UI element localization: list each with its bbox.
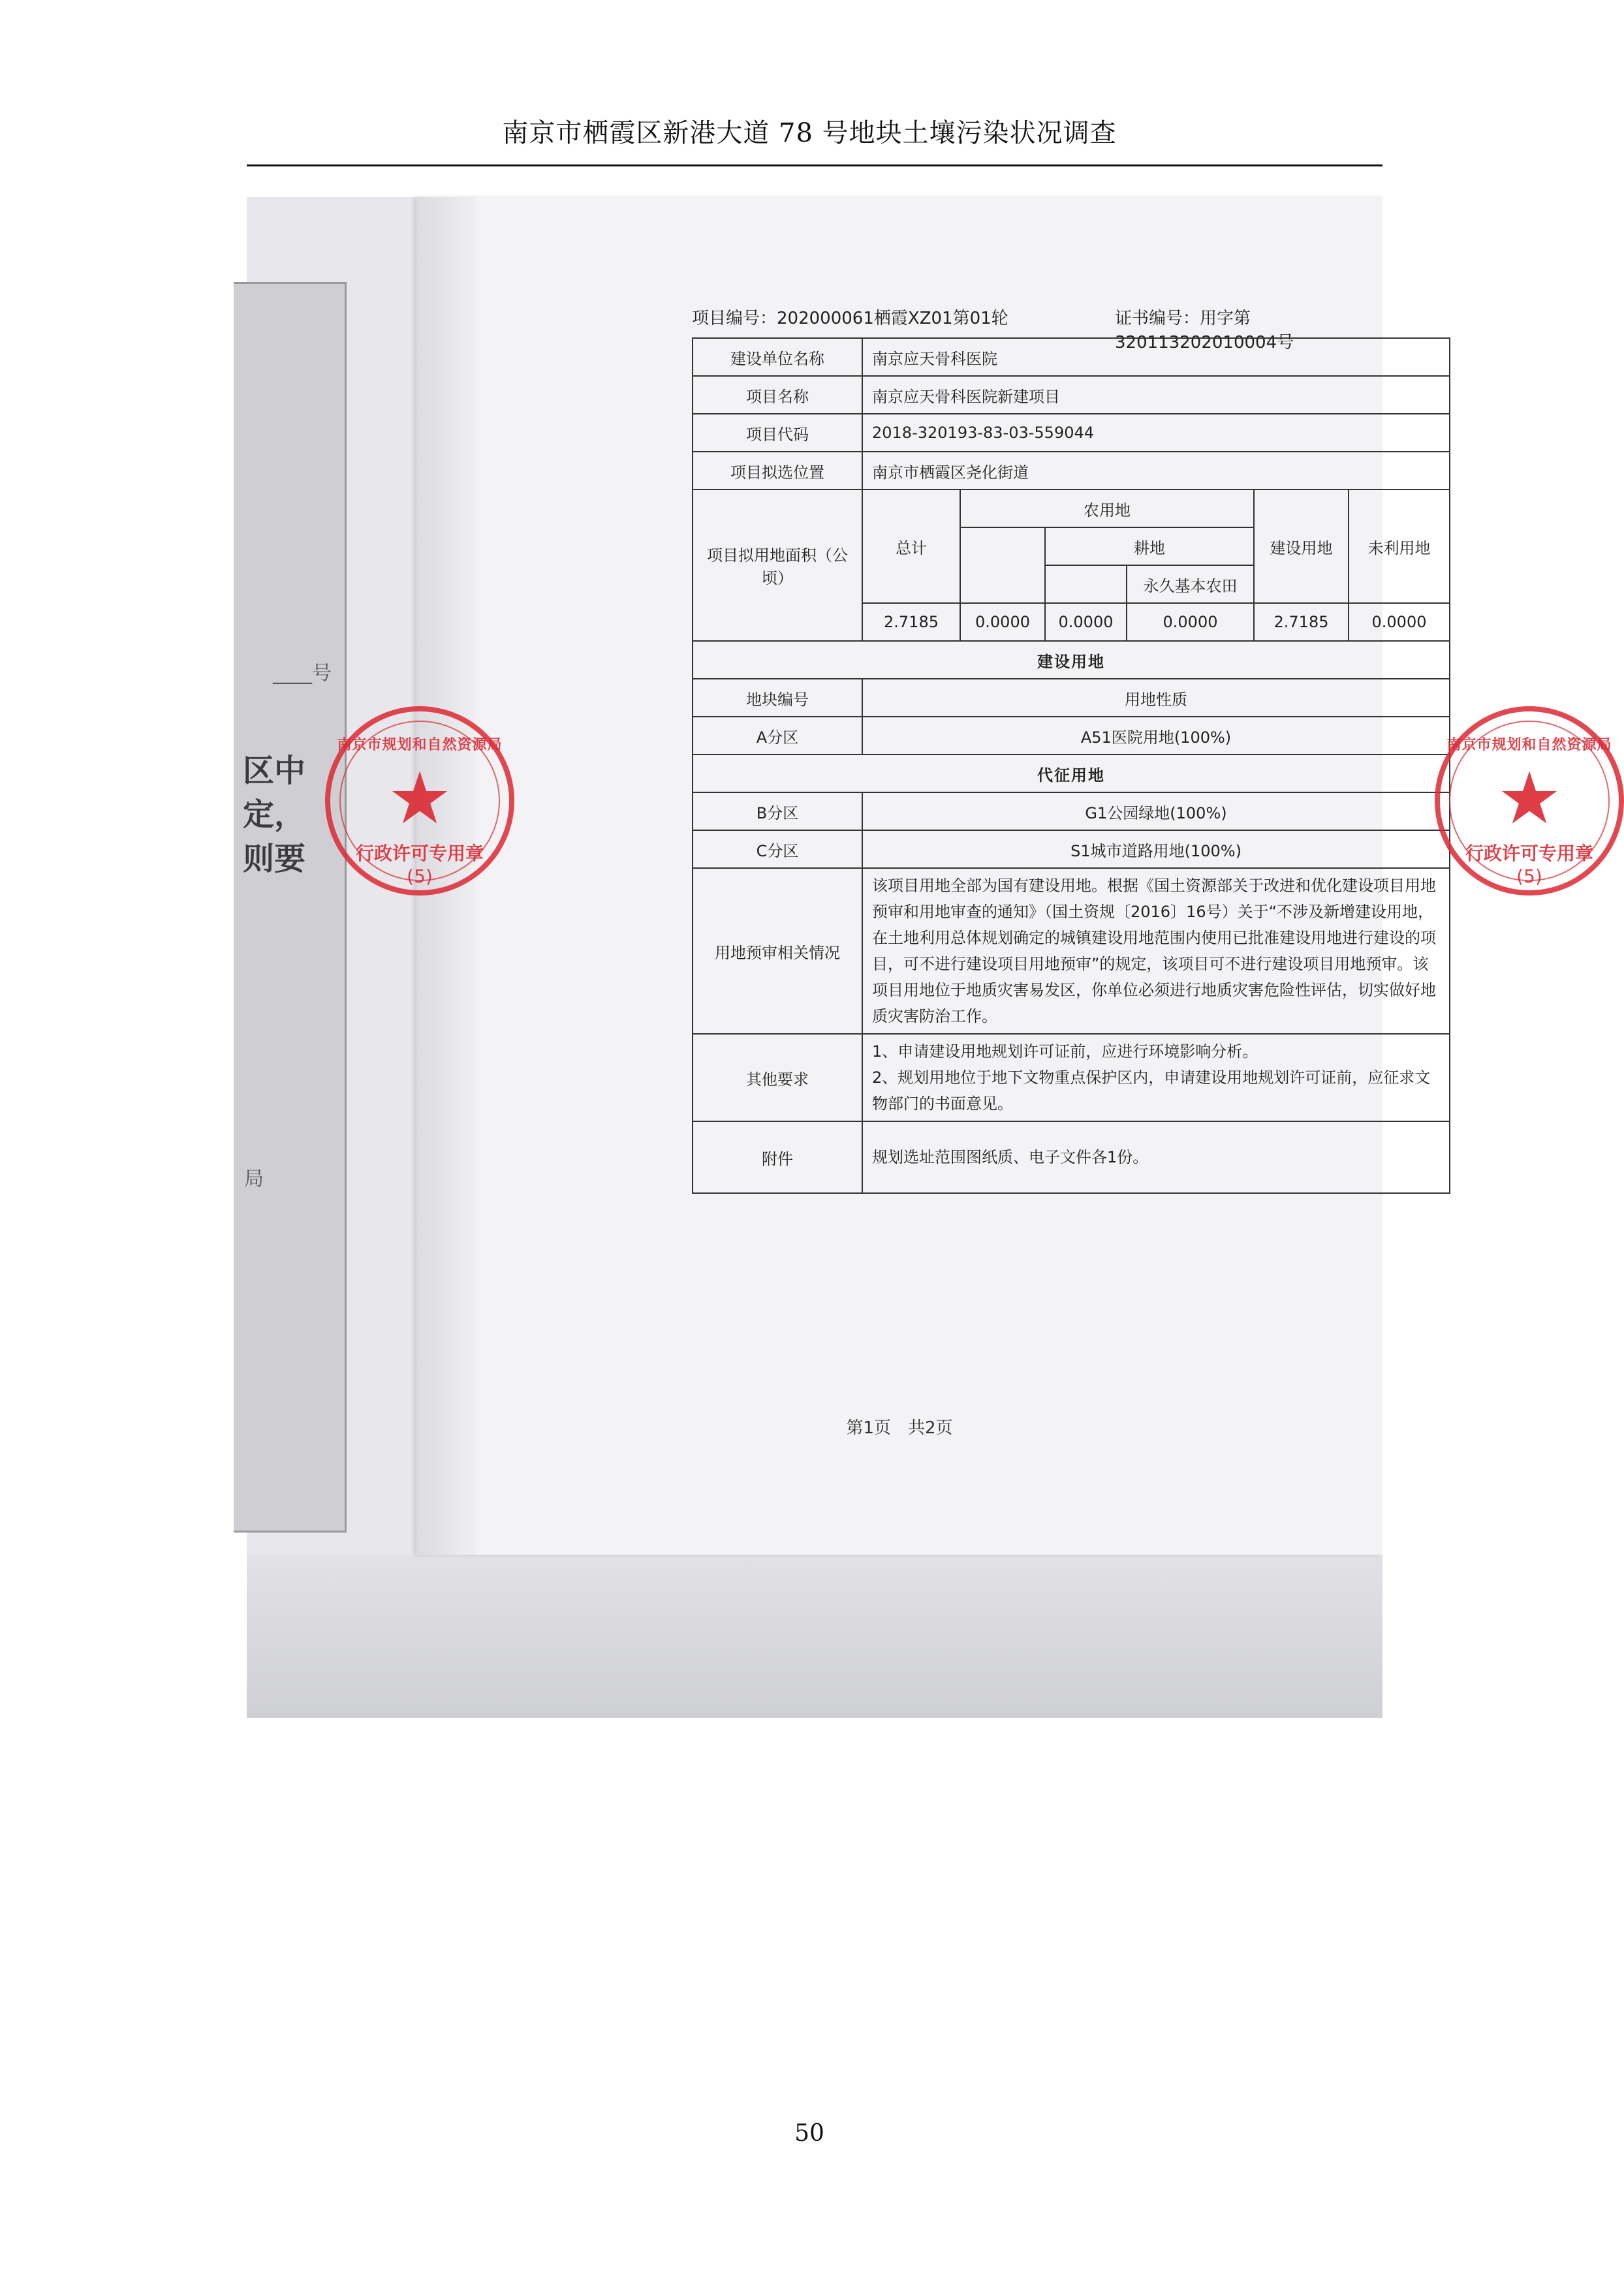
bleed-text-ding: 定， xyxy=(243,796,306,833)
scan-bottom-shadow xyxy=(247,1555,1382,1718)
attachment-label: 附件 xyxy=(693,1121,862,1193)
zone-c-value: S1城市道路用地(100%) xyxy=(862,830,1450,868)
table-row xyxy=(693,792,1450,830)
seal-top-text: 南京市规划和自然资源局 xyxy=(337,737,503,753)
table-row xyxy=(693,452,1450,490)
sheet-page-footer: 第1页 共2页 xyxy=(846,1418,953,1438)
attachment-value: 规划选址范围图纸质、电子文件各1份。 xyxy=(862,1121,1450,1193)
bleed-text-hao: ____号 xyxy=(273,662,332,685)
project-name-label: 项目名称 xyxy=(693,376,862,414)
area-unused-value: 0.0000 xyxy=(1349,603,1450,641)
location-label: 项目拟选位置 xyxy=(693,452,862,490)
area-agri-header: 农用地 xyxy=(960,490,1254,527)
permit-sheet xyxy=(337,197,1612,1555)
zone-a-label: A分区 xyxy=(693,717,862,755)
permit-table xyxy=(692,337,1450,1194)
seal-number-text: (5) xyxy=(407,865,433,887)
table-row xyxy=(693,830,1450,868)
table-row xyxy=(693,868,1450,1034)
header-rule xyxy=(247,164,1382,166)
area-unused-header: 未利用地 xyxy=(1349,490,1450,603)
page-number: 50 xyxy=(794,2120,824,2147)
area-cultivated-header: 耕地 xyxy=(1045,527,1254,565)
table-row xyxy=(693,376,1450,414)
seal-star-icon: ★ xyxy=(387,756,452,840)
other-requirements-value xyxy=(862,1034,1450,1121)
other-requirements-label: 其他要求 xyxy=(693,1034,862,1121)
official-seal-left xyxy=(325,706,514,895)
zone-a-value: A51医院用地(100%) xyxy=(862,717,1450,755)
official-seal-right xyxy=(1435,706,1624,895)
table-row xyxy=(693,490,1450,527)
builder-value: 南京应天骨科医院 xyxy=(862,338,1450,376)
project-name-value: 南京应天骨科医院新建项目 xyxy=(862,376,1450,414)
area-cultivated-value: 0.0000 xyxy=(1045,603,1127,641)
zone-c-label: C分区 xyxy=(693,830,862,868)
table-row xyxy=(693,1121,1450,1193)
area-construction-value: 2.7185 xyxy=(1254,603,1349,641)
page-header: 南京市栖霞区新港大道 78 号地块土壤污染状况调查 xyxy=(502,118,1117,148)
zone-b-value: G1公园绿地(100%) xyxy=(862,792,1450,830)
section-construction: 建设用地 xyxy=(693,641,1450,679)
scanned-document-photo xyxy=(243,197,1612,1718)
project-code-value: 2018-320193-83-03-559044 xyxy=(862,414,1450,452)
table-row xyxy=(693,338,1450,376)
project-number: 项目编号：202000061栖霞XZ01第01轮 xyxy=(692,309,1008,328)
back-frame xyxy=(234,282,347,1533)
bleed-text-ju: 局 xyxy=(244,1168,264,1191)
table-row xyxy=(693,414,1450,452)
location-value: 南京市栖霞区尧化街道 xyxy=(862,452,1450,490)
section-proxy: 代征用地 xyxy=(693,755,1450,792)
area-label: 项目拟用地面积（公顷） xyxy=(693,490,862,641)
seal-star-icon: ★ xyxy=(1497,756,1562,840)
seal-label-text: 行政许可专用章 xyxy=(1465,843,1593,864)
seal-number-text: (5) xyxy=(1516,865,1542,887)
bleed-text-yao: 则要 xyxy=(243,841,306,877)
review-label: 用地预审相关情况 xyxy=(693,868,862,1034)
table-row xyxy=(693,755,1450,792)
area-basic-farmland-header: 永久基本农田 xyxy=(1127,565,1254,603)
area-basic-farmland-value: 0.0000 xyxy=(1127,603,1254,641)
table-row xyxy=(693,717,1450,755)
certificate-number: 证书编号：用字第320113202010004号 xyxy=(1115,309,1294,352)
zone-b-label: B分区 xyxy=(693,792,862,830)
area-cultivated-blank xyxy=(1045,565,1127,603)
project-code-label: 项目代码 xyxy=(693,414,862,452)
other-requirement-2: 2、规划用地位于地下文物重点保护区内，申请建设用地规划许可证前，应征求文物部门的书面意见。 xyxy=(872,1068,1431,1113)
bleed-text-zhong: 区中 xyxy=(243,753,306,789)
table-row xyxy=(693,1034,1450,1121)
area-agri-blank xyxy=(960,527,1045,603)
seal-label-text: 行政许可专用章 xyxy=(355,843,484,864)
builder-label: 建设单位名称 xyxy=(693,338,862,376)
area-construction-header: 建设用地 xyxy=(1254,490,1349,603)
area-agri-value: 0.0000 xyxy=(960,603,1045,641)
seal-top-text: 南京市规划和自然资源局 xyxy=(1446,737,1612,753)
land-nature-label: 用地性质 xyxy=(862,679,1450,717)
other-requirement-1: 1、申请建设用地规划许可证前，应进行环境影响分析。 xyxy=(872,1042,1258,1061)
table-row xyxy=(693,679,1450,717)
table-row xyxy=(693,641,1450,679)
review-value: 该项目用地全部为国有建设用地。根据《国土资源部关于改进和优化建设项目用地预审和用地审查的通知》（国土资规〔2016〕16号）关于“不涉及新增建设用地，在土地利用总体规划确定的城镇建设用地范围内使用已批准建设用地进行建设的项目，可不进行建设项目用地预审”的规定，该项目可不进行建设项目用地预审。该项目用地位于地质灾害易发区，你单位必须进行地质灾害危险性评估，切实做好地质灾害防治工作。 xyxy=(862,868,1450,1034)
area-total-value: 2.7185 xyxy=(862,603,960,641)
parcel-label: 地块编号 xyxy=(693,679,862,717)
area-total-header: 总计 xyxy=(862,490,960,603)
